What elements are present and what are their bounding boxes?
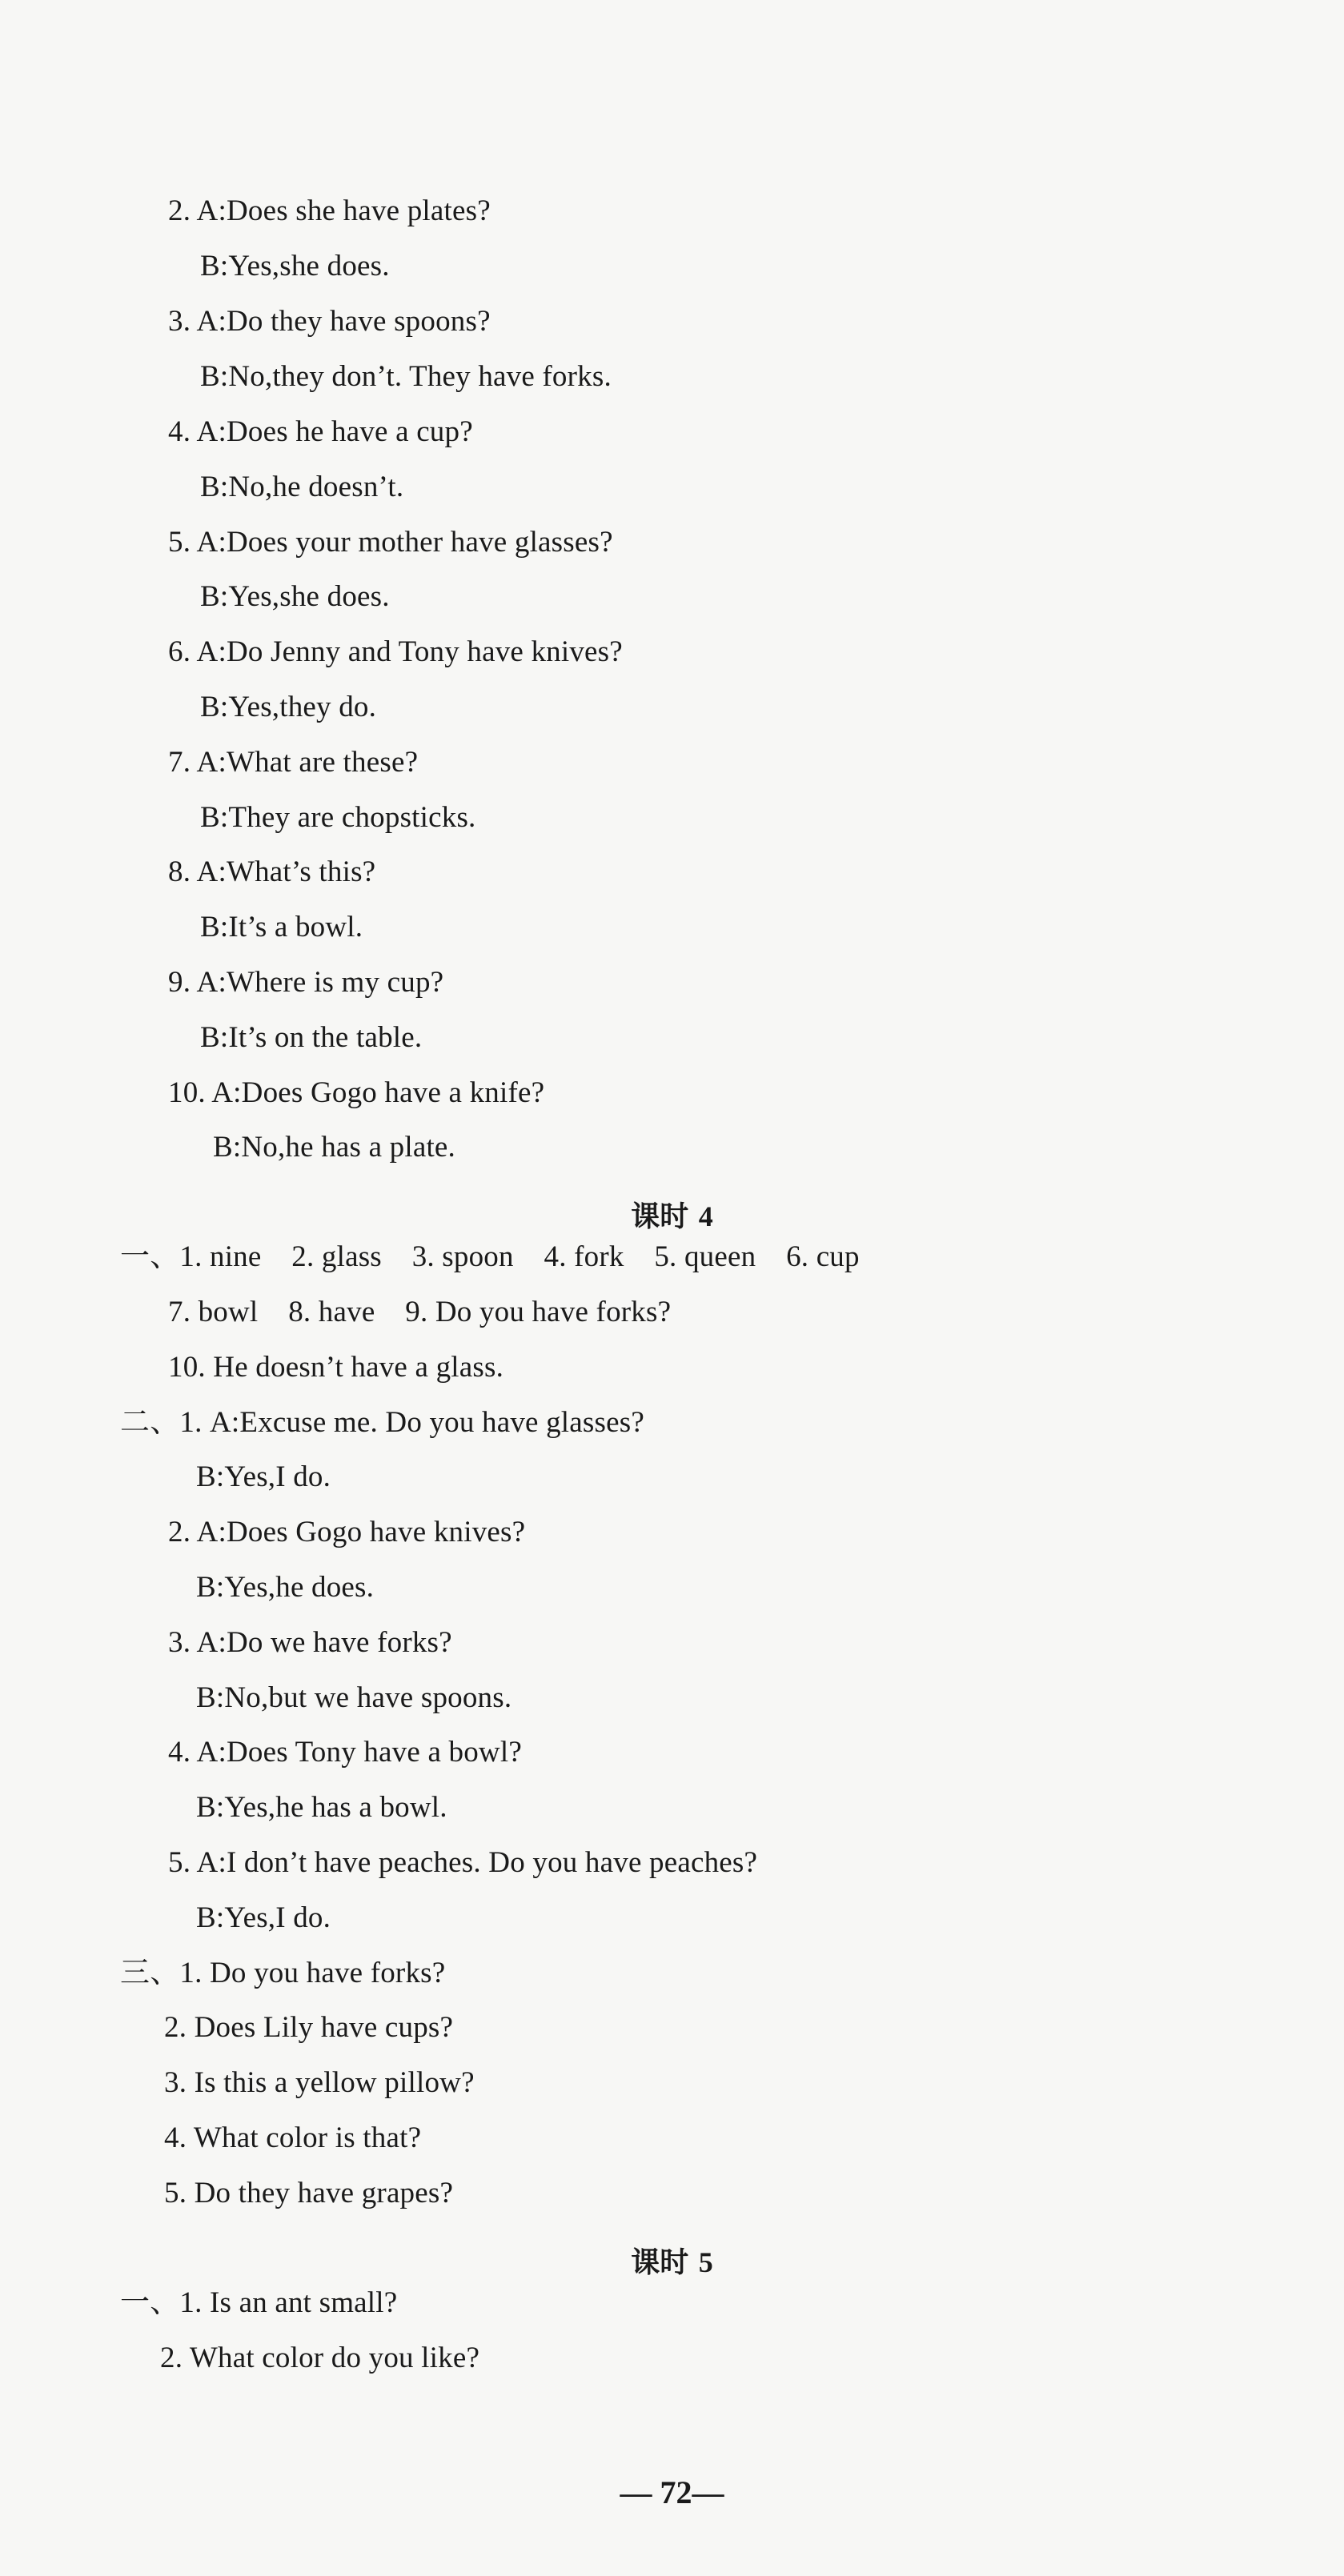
heading-prefix: 课时 <box>631 1200 689 1233</box>
heading-lesson-4 <box>0 1199 1344 1235</box>
answer-line: 二、1. A:Excuse me. Do you have glasses? <box>120 1406 644 1439</box>
page-number: — 72— <box>620 2474 724 2510</box>
answer-line: 8. A:What’s this? <box>168 855 376 888</box>
answer-line: B:No,they don’t. They have forks. <box>200 360 612 393</box>
answer-line: 2. What color do you like? <box>160 2342 480 2374</box>
answer-line: 3. A:Do we have forks? <box>168 1626 452 1659</box>
answer-line: 4. A:Does he have a cup? <box>168 415 473 448</box>
answer-line: B:Yes,he has a bowl. <box>196 1791 447 1824</box>
heading-number: 4 <box>698 1200 713 1232</box>
answer-line: 2. A:Does she have plates? <box>168 194 491 227</box>
heading-prefix: 课时 <box>631 2246 689 2279</box>
answer-line: B:Yes,I do. <box>196 1901 331 1934</box>
answer-line: B:Yes,she does. <box>200 580 390 613</box>
answer-line: 2. A:Does Gogo have knives? <box>168 1516 526 1548</box>
answer-line: 3. A:Do they have spoons? <box>168 305 491 338</box>
answer-line: 10. A:Does Gogo have a knife? <box>168 1076 545 1109</box>
answer-line: 一、1. nine 2. glass 3. spoon 4. fork 5. queen 6. cup <box>120 1240 860 1273</box>
answer-line: 6. A:Do Jenny and Tony have knives? <box>168 635 623 668</box>
answer-line: B:Yes,she does. <box>200 250 390 282</box>
answer-line: 10. He doesn’t have a glass. <box>168 1351 504 1384</box>
heading-number: 5 <box>698 2246 713 2278</box>
answer-line: 三、1. Do you have forks? <box>120 1957 446 1989</box>
answer-line: B:No,he doesn’t. <box>200 471 404 503</box>
answer-line: 5. A:Does your mother have glasses? <box>168 526 613 559</box>
answer-line: 2. Does Lily have cups? <box>164 2011 454 2044</box>
answer-line: B:They are chopsticks. <box>200 801 476 834</box>
answer-line: 5. A:I don’t have peaches. Do you have peaches? <box>168 1846 758 1879</box>
answer-line: 5. Do they have grapes? <box>164 2177 454 2209</box>
answer-line: B:It’s on the table. <box>200 1021 423 1054</box>
answer-line: B:No,he has a plate. <box>213 1131 455 1164</box>
answer-line: B:No,but we have spoons. <box>196 1681 512 1714</box>
answer-line: 7. A:What are these? <box>168 746 419 779</box>
answer-line: 7. bowl 8. have 9. Do you have forks? <box>168 1296 672 1328</box>
answer-line: 4. What color is that? <box>164 2121 422 2154</box>
heading-lesson-5 <box>0 2245 1344 2281</box>
answer-line: 9. A:Where is my cup? <box>168 966 444 999</box>
answer-line: 4. A:Does Tony have a bowl? <box>168 1736 522 1769</box>
answer-line: B:Yes,they do. <box>200 691 377 723</box>
answer-line: B:Yes,I do. <box>196 1460 331 1493</box>
answer-line: 3. Is this a yellow pillow? <box>164 2066 475 2099</box>
answer-line: B:It’s a bowl. <box>200 911 363 943</box>
answer-line: 一、1. Is an ant small? <box>120 2286 398 2319</box>
answer-line: B:Yes,he does. <box>196 1571 375 1604</box>
